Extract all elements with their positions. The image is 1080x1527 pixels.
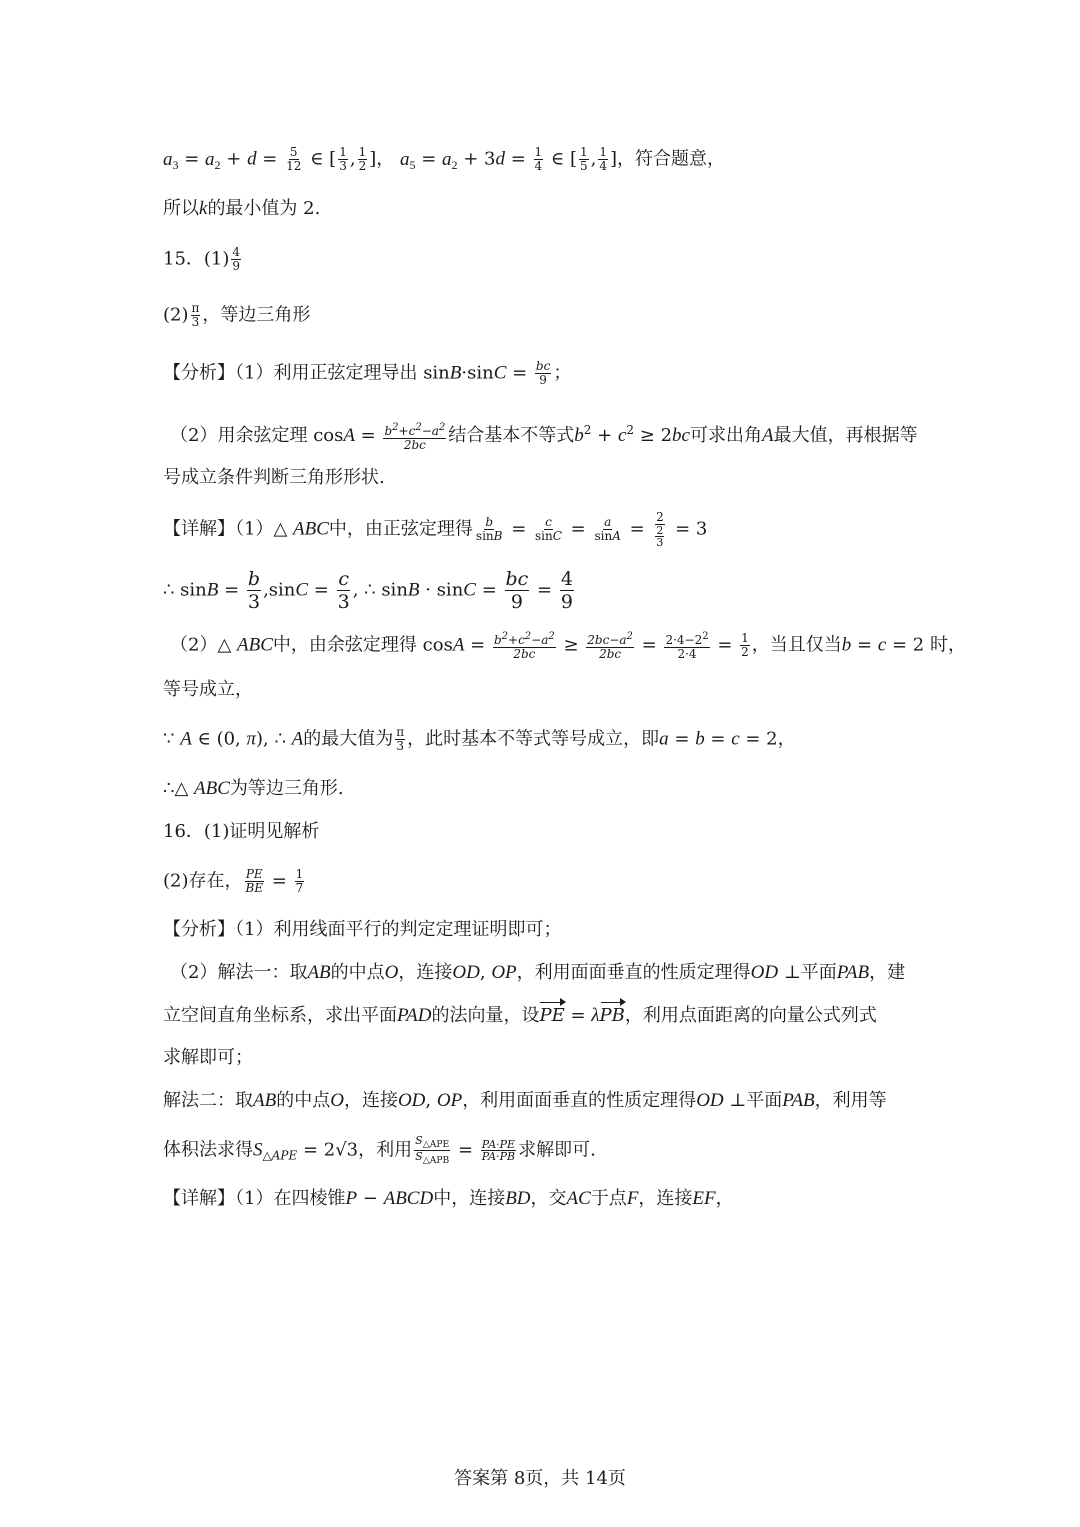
detail-15-sin: ∴ sinB = $\frac{b}{3}$ ,sinC = $\frac{c}{3}$ , ∴ sinB · sinC = $\frac{bc}{9}$ = $\frac{4}{9}$	[163, 568, 573, 613]
analysis-16-1: 【分析】（1）利用线面平行的判定定理证明即可；	[163, 919, 562, 940]
detail-15-max: ∵ A ∈ (0, π), ∴ A的最大值为 $\frac{\pi}{3}$ ，此时基本不等式等号成立，即a = b = c = 2，	[163, 725, 796, 753]
analysis-16-6: 体积法求得$S_{\triangle APE} = 2√3$，利用 $\frac{S_{\triangle APE}}{S_{\triangle APB}}$ = $\frac{PA\cdot PE}{PA\cdot PB}$ 求解即可.	[163, 1134, 596, 1167]
analysis-15-2b: 号成立条件判断三角形形状.	[163, 467, 385, 488]
detail-15-2b: 等号成立，	[163, 679, 253, 700]
line-k-min: 所以k的最小值为 2.	[163, 198, 321, 219]
analysis-16-2: （2）解法一：取AB的中点O，连接OD, OP，利用面面垂直的性质定理得OD ⊥平面PAB，建	[170, 962, 906, 983]
analysis-16-3: 立空间直角坐标系，求出平面PAD的法向量，设PE = λPB，利用点面距离的向量公式列式	[163, 1005, 877, 1026]
q16-answer-1: 16．(1)证明见解析	[163, 821, 320, 842]
line-tail: ，符合题意，	[617, 148, 726, 170]
line-a3-a5: $a_3 = a_2 + d$ = $\frac{5}{12}$ ∈ [ $\frac{1}{3}$ , $\frac{1}{2}$ ]， $a_5 = a_2 + 3d$ = $\frac{1}{4}$ ∈ [ $\frac{1}{5}$ , $\frac{1}{4}$ ]，符合题意，	[163, 145, 726, 173]
page-footer: 答案第 8页，共 14页	[454, 1468, 626, 1489]
q15-answer-1: 15．(1) $\frac{4}{9}$	[163, 245, 241, 273]
q16-answer-2: (2)存在， $\frac{PE}{BE}$ = $\frac{1}{7}$	[163, 867, 304, 895]
detail-15-1: 【详解】（1）△ ABC中，由正弦定理得 $\frac{b}{\sin B}$ = $\frac{c}{\sin C}$ = $\frac{a}{\sin A}$ = $\frac{2}{\frac{2}{3}}$ = 3	[163, 510, 708, 549]
analysis-16-5: 解法二：取AB的中点O，连接OD, OP，利用面面垂直的性质定理得OD ⊥平面PAB，利用等	[163, 1090, 887, 1111]
detail-15-conclusion: ∴△ ABC为等边三角形.	[163, 778, 344, 799]
analysis-15-2: （2）用余弦定理 cosA = $\frac{b^2+c^2-a^2}{2bc}$ 结合基本不等式$b^2 + c^2 \ge 2bc$可求出角A最大值，再根据等	[170, 421, 918, 452]
detail-15-2: （2）△ ABC中，由余弦定理得 cosA = $\frac{b^2+c^2-a^2}{2bc}$ ≥ $\frac{2bc-a^2}{2bc}$ = $\frac{2\cdot 4-2^2}{2\cdot 4}$ = $\frac{1}{2}$ ，当且仅当b = c = 2 时，	[170, 631, 966, 661]
analysis-16-4: 求解即可；	[163, 1047, 253, 1068]
analysis-15-1: 【分析】（1）利用正弦定理导出 sinB·sinC = $\frac{bc}{9}$ ；	[163, 359, 572, 387]
detail-16-1: 【详解】（1）在四棱锥P − ABCD中，连接BD，交AC于点F，连接EF，	[163, 1188, 734, 1209]
q15-answer-2: (2) $\frac{\pi}{3}$ ，等边三角形	[163, 301, 311, 329]
